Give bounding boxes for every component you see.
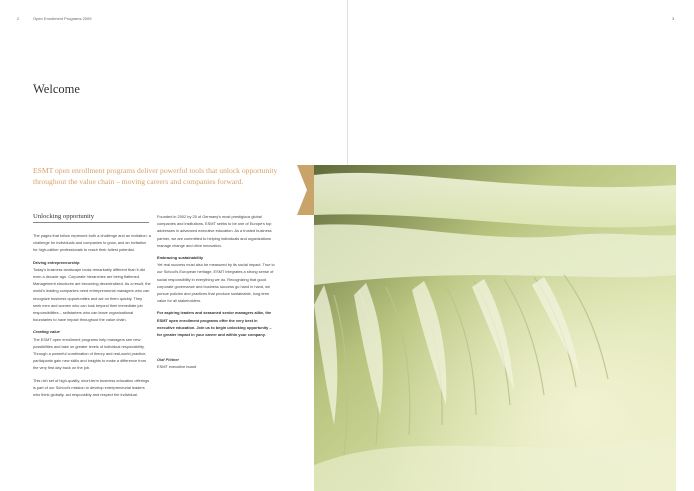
paragraph: Yet real success must also be measured by its social impact. True to our School's European heritage, ESMT integrates a strong sense of social responsibility in everything we do. Recognizing that good corporate governance and business success go hand in hand, we pursue policies and practices that produce sustainable, long-term value for all stakeholders. <box>157 262 275 304</box>
left-page-number: 2 <box>17 16 20 21</box>
paragraph: This rich set of high-quality, short-term business education offerings is part of our School's mission to develop entrepreneurial leaders who think globally, act responsibly and respect the individual. <box>33 377 150 398</box>
right-page-number: 3 <box>672 16 675 21</box>
section-heading: Unlocking opportunity <box>33 213 149 223</box>
subheading: Creating value <box>33 329 60 335</box>
paragraph: The ESMT open enrollment programs help managers see new possibilities and take on greater levels of individual responsibility. Through a powerful combination of theory and real-world practice, participants gain new skills and insights to make a difference from the very first day back on the job. <box>33 336 147 371</box>
paragraph: Today's business landscape looks remarkably different than it did even a decade ago. Corporate hierarchies are being flattened. Management structures are becoming decentralized. As a result, the world's leading companies need entrepreneurial managers who can recognize business opportunities and act on them quickly. They seek men and women who can look beyond their immediate job responsibilities – selfstarters who can leave organizational boundaries to have impact throughout the value chain. <box>33 266 151 323</box>
text-column-2 <box>157 213 275 371</box>
subheading: Driving entrepreneurship <box>33 259 80 265</box>
paragraph: The pages that follow represent both a challenge and an invitation: a challenge for individuals and companies to grow, and an invitation for high-caliber professionals to reach their fullest potential. <box>33 233 151 253</box>
intro-text: ESMT open enrollment programs deliver powerful tools that unlock opportunity throughout the value chain – moving careers and companies forward. <box>33 166 278 186</box>
signature-role: ESMT executive board <box>157 364 197 370</box>
ribbon-decoration <box>297 165 315 215</box>
subheading: Embracing sustainability <box>157 255 204 261</box>
signature-name: Olaf Plötner <box>157 357 180 363</box>
closing-paragraph: For aspiring leaders and seasoned senior managers alike, the ESMT open enrollment programs offer the very best in executive education. Join us to begin unlocking opportunity – for greater impact in your career and within your company. <box>157 310 272 338</box>
text-column-1 <box>33 232 151 403</box>
page-title: Welcome <box>33 82 80 96</box>
publication-title: Open Enrollment Programs 2009 <box>33 16 92 21</box>
paragraph: Founded in 2002 by 25 of Germany's most prestigious global companies and institutions, ESMT seeks to be one of Europe's top addresses in advanced executive education. As a trusted business partner, we are committed to helping individuals and organizations manage change and drive innovation. <box>157 214 272 248</box>
feather-photo <box>314 165 676 491</box>
